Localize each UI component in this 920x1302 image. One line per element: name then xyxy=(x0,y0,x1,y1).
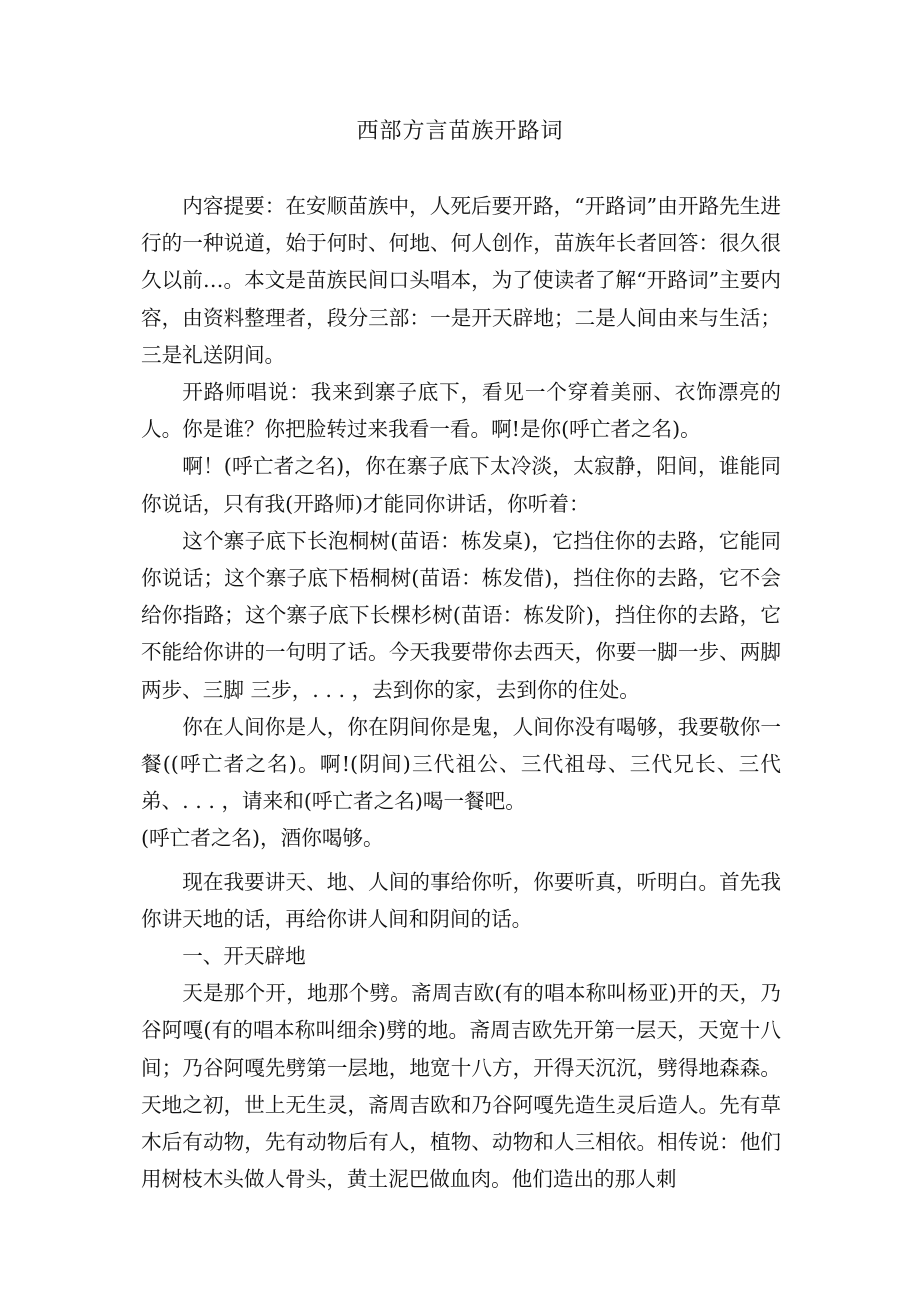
document-title: 西部方言苗族开路词 xyxy=(356,119,564,144)
paragraph: 啊！(呼亡者之名)，你在寨子底下太冷淡，太寂静，阳间，谁能同你说话，只有我(开路师)才能同你讲话，你听着： xyxy=(141,454,781,516)
section-heading: 一、开天辟地 xyxy=(182,944,306,969)
document-body xyxy=(141,188,781,1198)
paragraph: (呼亡者之名)，酒你喝够。 xyxy=(141,826,384,851)
paragraph: 开路师唱说：我来到寨子底下，看见一个穿着美丽、衣饰漂亮的人。你是谁？你把脸转过来我看一看。啊!是你(呼亡者之名)。 xyxy=(141,380,781,442)
paragraph: 天是那个开，地那个劈。斋周吉欧(有的唱本称叫杨亚)开的天，乃谷阿嘎(有的唱本称叫细余)劈的地。斋周吉欧先开第一层天，天宽十八间；乃谷阿嘎先劈第一层地，地宽十八方，开得天沉沉，劈得地森森。天地之初，世上无生灵，斋周吉欧和乃谷阿嘎先造生灵后造人。先有草木后有动物，先有动物后有人，植物、动物和人三相依。相传说：他们用树枝木头做人骨头，黄土泥巴做血肉。他们造出的那人刺 xyxy=(141,981,781,1192)
paragraph-summary: 内容提要：在安顺苗族中，人死后要开路，“开路词”由开路先生进行的一种说道，始于何时、何地、何人创作，苗族年长者回答：很久很久以前…。本文是苗族民间口头唱本，为了使读者了解“开路词”主要内容，由资料整理者，段分三部：一是开天辟地；二是人间由来与生活；三是礼送阴间。 xyxy=(141,194,781,367)
paragraph: 现在我要讲天、地、人间的事给你听，你要听真，听明白。首先我你讲天地的话，再给你讲人间和阴间的话。 xyxy=(141,869,781,931)
paragraph: 你在人间你是人，你在阴间你是鬼，人间你没有喝够，我要敬你一餐((呼亡者之名)。啊!(阴间)三代祖公、三代祖母、三代兄长、三代弟、. . . ，请来和(呼亡者之名)喝一餐吧。 xyxy=(141,714,781,814)
paragraph: 这个寨子底下长泡桐树(苗语：栋发桌)，它挡住你的去路，它能同你说话；这个寨子底下梧桐树(苗语：栋发借)，挡住你的去路，它不会给你指路；这个寨子底下长棵杉树(苗语：栋发阶)，挡住你的去路，它不能给你讲的一句明了话。今天我要带你去西天，你要一脚一步、两脚两步、三脚 三步，. . . ，去到你的家，去到你的住处。 xyxy=(141,528,781,702)
